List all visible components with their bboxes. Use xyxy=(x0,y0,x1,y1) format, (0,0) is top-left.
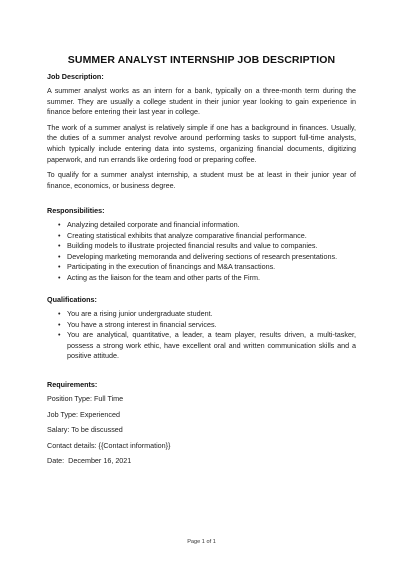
list-item xyxy=(47,320,356,331)
bullet-icon: • xyxy=(58,309,61,318)
list-item-text: Developing marketing memoranda and delivering sections of research presentations. xyxy=(67,251,338,261)
list-item xyxy=(47,220,356,231)
bullet-icon: • xyxy=(58,319,61,329)
bullet-icon: • xyxy=(58,251,61,261)
list-item-text: You are analytical, quantitative, a leader, a team player, results driven, a multi-tasker, possess a strong work ethic, have excellent oral and written communication skills and a positive attitude. xyxy=(67,330,356,361)
list-item-text: You are a rising junior undergraduate student. xyxy=(67,309,213,318)
qualifications-section xyxy=(47,295,356,362)
bullet-icon: • xyxy=(58,272,61,282)
contact-details: Contact details: {{Contact information}} xyxy=(47,440,171,450)
bullet-icon: • xyxy=(58,220,61,229)
list-item-text: Creating statistical exhibits that analyze comparative financial performance. xyxy=(67,230,307,240)
list-item-text: Analyzing detailed corporate and financial information. xyxy=(67,220,240,229)
responsibilities-heading: Responsibilities: xyxy=(47,206,105,215)
list-item xyxy=(47,231,356,242)
job-description-paragraph-1: A summer analyst works as an intern for a bank, typically on a three-month term during the summer. They are usually a college student in their junior year looking to gain experience in finance before entering their last year in college. xyxy=(47,86,356,117)
list-item xyxy=(47,262,356,273)
job-description-section xyxy=(47,72,356,191)
responsibilities-list xyxy=(47,220,356,284)
list-item-text: Participating in the execution of financings and M&A transactions. xyxy=(67,262,276,272)
list-item xyxy=(47,309,356,320)
bullet-icon: • xyxy=(58,262,61,272)
list-item xyxy=(47,252,356,263)
list-item-text: Building models to illustrate projected financial results and value to companies. xyxy=(67,241,318,251)
list-item-text: Acting as the liaison for the team and other parts of the Firm. xyxy=(67,272,260,282)
job-description-paragraph-2: The work of a summer analyst is relatively simple if one has a background in finances. Usually, the duties of a summer analyst revolve around performing tasks to support full-time analysts, which typically include entering data into systems, organizing financial documents, digitizing paperwork, and run errands like ordering food or preparing coffee. xyxy=(47,122,356,164)
page-number: Page 1 of 1 xyxy=(187,539,216,545)
bullet-icon: • xyxy=(58,330,61,340)
list-item xyxy=(47,273,356,284)
job-type: Job Type: Experienced xyxy=(47,409,120,419)
job-description-paragraph-3: To qualify for a summer analyst internship, a student must be at least in their junior year of finance, economics, or business degree. xyxy=(47,170,356,190)
salary: Salary: To be discussed xyxy=(47,425,123,434)
list-item-text: You have a strong interest in financial services. xyxy=(67,319,217,329)
list-item xyxy=(47,241,356,252)
responsibilities-section xyxy=(47,206,356,284)
qualifications-list xyxy=(47,309,356,362)
list-item xyxy=(47,330,356,362)
requirements-heading: Requirements: xyxy=(47,380,98,389)
document-title: SUMMER ANALYST INTERNSHIP JOB DESCRIPTION xyxy=(67,54,336,66)
job-description-heading: Job Description: xyxy=(47,72,104,81)
requirements-section xyxy=(47,380,356,466)
qualifications-heading: Qualifications: xyxy=(47,295,97,304)
date: Date: December 16, 2021 xyxy=(47,456,132,465)
bullet-icon: • xyxy=(58,241,61,251)
bullet-icon: • xyxy=(58,230,61,240)
position-type: Position Type: Full Time xyxy=(47,394,124,403)
